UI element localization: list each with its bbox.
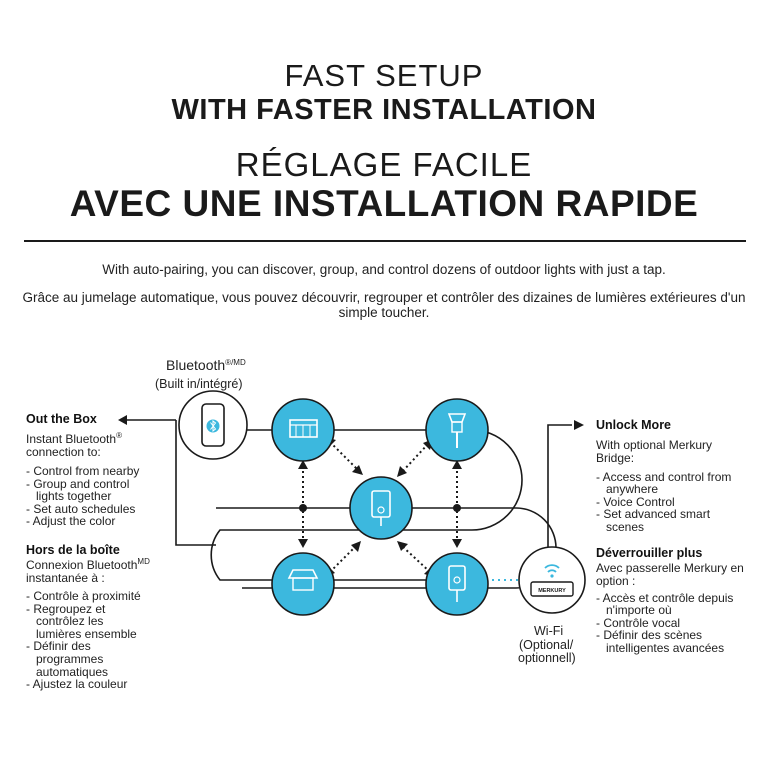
hors-boite-list-item: - Ajustez la couleur (26, 677, 128, 692)
node-wall-light (272, 399, 334, 461)
bluetooth-title-text: Bluetooth (166, 357, 226, 373)
title-fast-setup: FAST SETUP (284, 58, 484, 93)
out-box-heading: Out the Box (26, 412, 97, 426)
wifi-optionnell-label: optionnell) (518, 651, 576, 665)
deverrouiller-list-item: - Définir des scènes (596, 628, 703, 643)
deverrouiller-intro-l1: Avec passerelle Merkury en (596, 561, 744, 575)
hors-boite-list-item: automatiques (36, 664, 109, 679)
wifi-label: Wi-Fi (534, 624, 564, 638)
right-connector-line (548, 425, 572, 560)
out-box-list-item: - Control from nearby (26, 464, 140, 478)
out-box-intro-sup: ® (116, 431, 122, 440)
out-box-list-item: - Set auto schedules (26, 501, 136, 516)
deverrouiller-list-item: - Contrôle vocal (596, 615, 681, 630)
node-path-light (426, 399, 488, 461)
junction-dot-left (299, 504, 307, 512)
out-box-list-item: lights together (36, 489, 112, 504)
title-faster-installation: WITH FASTER INSTALLATION (171, 94, 597, 126)
deverrouiller-list-item: - Accès et contrôle depuis (596, 591, 734, 605)
bluetooth-title-sup: ®/MD (225, 358, 246, 367)
hors-boite-list-item: - Contrôle à proximité (26, 589, 141, 603)
node-deck-light (272, 553, 334, 615)
out-box-intro-l2: connection to: (26, 445, 101, 459)
unlock-more-list-item: anywhere (606, 482, 659, 497)
hors-boite-list-item: programmes (36, 652, 104, 666)
hors-boite-intro-text: Connexion Bluetooth (26, 558, 138, 572)
hors-boite-list-item: contrôlez les (36, 614, 104, 629)
deverrouiller-heading: Déverrouiller plus (596, 546, 703, 560)
phone-node (179, 391, 247, 459)
bluetooth-title (166, 359, 246, 375)
deverrouiller-intro-l2: option : (596, 574, 636, 588)
unlock-more-list-item: scenes (606, 519, 645, 534)
bluetooth-subtitle: (Built in/intégré) (155, 377, 243, 391)
title-installation-rapide: AVEC UNE INSTALLATION RAPIDE (69, 183, 699, 224)
unlock-more-list-item: - Access and control from (596, 470, 732, 484)
hors-boite-heading: Hors de la boîte (26, 543, 120, 557)
junction-dot-right (453, 504, 461, 512)
node-lantern-light (426, 553, 488, 615)
hors-boite-list-item: - Regroupez et (26, 601, 106, 616)
unlock-more-list-item: - Set advanced smart (596, 507, 711, 522)
wifi-optional-label: (Optional/ (519, 638, 574, 652)
out-box-arrowhead (118, 415, 127, 425)
out-box-list-item: - Adjust the color (26, 514, 116, 529)
unlock-more-intro-l1: With optional Merkury (596, 438, 713, 452)
unlock-more-intro-l2: Bridge: (596, 451, 635, 465)
out-box-intro-text: Instant Bluetooth (26, 432, 117, 446)
deverrouiller-list-item: n'importe où (606, 603, 672, 618)
hors-boite-list-item: - Définir des (26, 639, 91, 654)
intro-french: Grâce au jumelage automatique, vous pouvez découvrir, regrouper et contrôler des dizaines de lumières extérieures d'un simple toucher. (22, 290, 746, 320)
unlock-more-list-item: - Voice Control (596, 494, 675, 509)
title-reglage-facile: RÉGLAGE FACILE (235, 146, 533, 183)
out-box-list-item: - Group and control (26, 476, 130, 491)
intro-english: With auto-pairing, you can discover, group, and control dozens of outdoor lights with just a tap. (102, 262, 666, 277)
bridge-node (519, 547, 585, 613)
hors-boite-intro-sup: MD (137, 557, 150, 566)
unlock-more-heading: Unlock More (596, 418, 672, 432)
hors-boite-list-item: lumières ensemble (36, 626, 137, 641)
unlock-more-arrowhead (574, 420, 584, 430)
node-spot-light (350, 477, 412, 539)
hors-boite-intro-l2: instantanée à : (26, 571, 105, 585)
bridge-brand-label: MERKURY (538, 588, 566, 594)
deverrouiller-list-item: intelligentes avancées (606, 640, 725, 655)
